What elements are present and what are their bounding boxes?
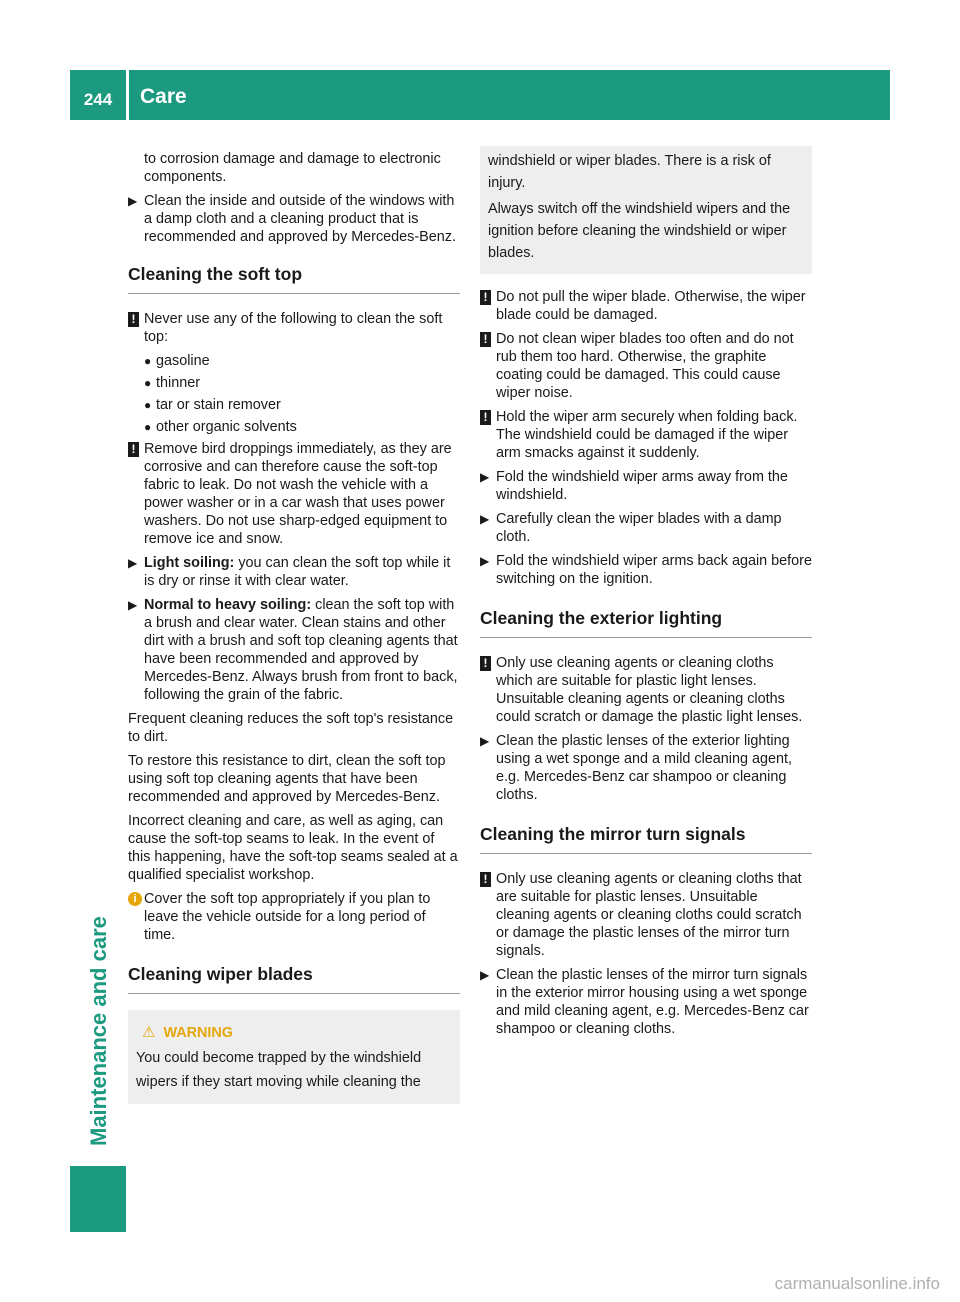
note-pull-blade: ! Do not pull the wiper blade. Otherwise, the wiper blade could be damaged. xyxy=(480,288,812,324)
warning-heading: ⚠ WARNING xyxy=(136,1022,452,1044)
note-light-lenses: ! Only use cleaning agents or cleaning cloths which are suitable for plastic light lenses. Unsuitable cleaning agents or cleaning cloths could scratch or damage the plastic light lenses. xyxy=(480,654,812,726)
step-fold-away: ▶ Fold the windshield wiper arms away from the windshield. xyxy=(480,469,788,503)
step-carefully-clean: ▶ Carefully clean the wiper blades with a damp cloth. xyxy=(480,511,782,545)
exclamation-icon: ! xyxy=(480,332,491,347)
warning-text-switch-off: Always switch off the windshield wipers and the ignition before cleaning the windshield or wiper blades. xyxy=(488,201,791,261)
step-arrow-icon: ▶ xyxy=(128,598,138,612)
heading-exterior-lighting: Cleaning the exterior lighting xyxy=(480,608,812,638)
step-clean-lights: ▶ Clean the plastic lenses of the exterior lighting using a wet sponge and a mild cleaning agent, e.g. Mercedes-Benz car shampoo or cleaning cloths. xyxy=(480,733,793,803)
list-item: ● other organic solvents xyxy=(144,419,297,435)
bullet-icon: ● xyxy=(144,398,152,412)
exclamation-icon: ! xyxy=(480,410,491,425)
step-arrow-icon: ▶ xyxy=(480,734,490,748)
header-divider xyxy=(126,70,129,120)
note-hold-arm: ! Hold the wiper arm securely when folding back. The windshield could be damaged if the wiper arm smacks against it suddenly. xyxy=(480,408,812,462)
paragraph-continuation: to corrosion damage and damage to electronic components. xyxy=(144,151,441,185)
exclamation-icon: ! xyxy=(480,656,491,671)
step-arrow-icon: ▶ xyxy=(480,470,490,484)
step-heavy-soiling: ▶ Normal to heavy soiling: clean the soft top with a brush and clear water. Clean stains and other dirt with a brush and soft top cleaning agents that have been recommended and approved by Mercedes-Benz. Always brush from front to back, following the grain of the fabric. xyxy=(128,597,458,703)
bullet-icon: ● xyxy=(144,354,152,368)
heading-mirror-turn-signals: Cleaning the mirror turn signals xyxy=(480,824,812,854)
step-arrow-icon: ▶ xyxy=(480,512,490,526)
list-item: ● tar or stain remover xyxy=(144,397,281,413)
step-arrow-icon: ▶ xyxy=(480,554,490,568)
left-column xyxy=(128,150,460,1104)
side-tab xyxy=(70,1166,126,1232)
heading-wiper-blades: Cleaning wiper blades xyxy=(128,964,460,994)
warning-box-continued xyxy=(480,146,812,274)
step-light-soiling: ▶ Light soiling: you can clean the soft top while it is dry or rinse it with clear water. xyxy=(128,555,451,589)
note-bird-droppings: ! Remove bird droppings immediately, as they are corrosive and can therefore cause the soft-top fabric to leak. Do not wash the vehicle with a power washer or in a car wash that uses power washers. Do not use sharp-edged equipment to remove ice and snow. xyxy=(128,440,460,548)
header-bar xyxy=(70,70,890,120)
page-title: Care xyxy=(140,85,187,108)
step-arrow-icon: ▶ xyxy=(128,194,138,208)
bullet-icon: ● xyxy=(144,376,152,390)
heading-soft-top: Cleaning the soft top xyxy=(128,264,460,294)
step-clean-windows: ▶ Clean the inside and outside of the windows with a damp cloth and a cleaning product that is recommended and approved by Mercedes-Benz. xyxy=(128,193,456,245)
watermark: carmanualsonline.info xyxy=(774,1274,940,1293)
list-item: ● gasoline xyxy=(144,353,210,369)
exclamation-icon: ! xyxy=(480,290,491,305)
bullet-icon: ● xyxy=(144,420,152,434)
step-fold-back: ▶ Fold the windshield wiper arms back again before switching on the ignition. xyxy=(480,553,812,587)
list-item: ● thinner xyxy=(144,375,201,391)
step-clean-mirror: ▶ Clean the plastic lenses of the mirror turn signals in the exterior mirror housing using a wet sponge and mild cleaning agent, e.g. Mercedes-Benz car shampoo or cleaning cloths. xyxy=(480,967,809,1037)
step-arrow-icon: ▶ xyxy=(128,556,138,570)
paragraph-incorrect: Incorrect cleaning and care, as well as aging, can cause the soft-top seams to leak. In the event of this happening, have the soft-top seams sealed at a qualified specialist workshop. xyxy=(128,813,458,883)
warning-text: You could become trapped by the windshield wipers if they start moving while cleaning the xyxy=(136,1050,422,1090)
section-side-label: Maintenance and care xyxy=(86,916,111,1146)
info-cover: i Cover the soft top appropriately if you plan to leave the vehicle outside for a long period of time. xyxy=(128,890,460,944)
step-arrow-icon: ▶ xyxy=(480,968,490,982)
warning-box xyxy=(128,1010,460,1104)
note-clean-often: ! Do not clean wiper blades too often and do not rub them too hard. Otherwise, the graphite coating could be damaged. This could cause wiper noise. xyxy=(480,330,812,402)
paragraph-restore: To restore this resistance to dirt, clean the soft top using soft top cleaning agents that have been recommended and approved by Mercedes-Benz. xyxy=(128,753,446,805)
warning-triangle-icon: ⚠ xyxy=(142,1024,156,1041)
page-number: 244 xyxy=(83,90,113,109)
right-column xyxy=(480,150,812,1044)
bullet-list xyxy=(128,352,460,436)
note-mirror-lenses: ! Only use cleaning agents or cleaning cloths that are suitable for plastic lenses. Unsuitable cleaning agents or cleaning cloths could scratch or damage the plastic lenses of the mirror turn signals. xyxy=(480,870,812,960)
info-icon: i xyxy=(128,892,142,906)
exclamation-icon: ! xyxy=(128,312,139,327)
paragraph-frequent: Frequent cleaning reduces the soft top's resistance to dirt. xyxy=(128,711,454,745)
warning-text-continued: windshield or wiper blades. There is a risk of injury. xyxy=(488,153,771,191)
exclamation-icon: ! xyxy=(128,442,139,457)
note-never-use: ! Never use any of the following to clean the soft top: xyxy=(128,310,460,346)
exclamation-icon: ! xyxy=(480,872,491,887)
